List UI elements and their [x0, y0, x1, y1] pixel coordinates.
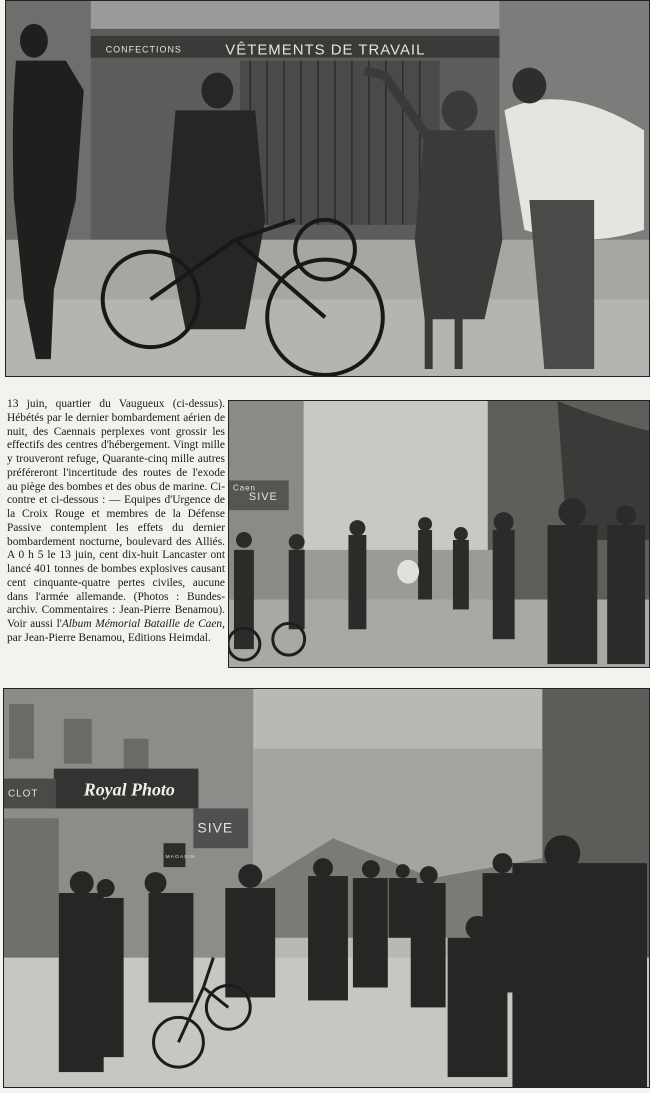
shop-sign-caen: Caen — [232, 483, 256, 493]
shop-sign-confections: CONFECTIONS — [105, 44, 182, 55]
shop-sign-clot: CLOT — [7, 788, 39, 800]
photo-boulevard-allies-1 — [228, 400, 650, 668]
photo-vaugueux-refugees — [5, 0, 650, 377]
photo-boulevard-allies-2 — [3, 688, 650, 1088]
caption-main-text: 13 juin, quartier du Vaugueux (ci-dessus). Hébétés par le dernier bombardement aérien de nuit, des Caennais perplexes vont grossir les effectifs des centres d'hébergement. Vingt mille y trouveront refuge, Quarante-cinq mille autres préféreront l'incertitude des routes de l'exode au piège des bombes et des obus de marine. Ci-contre et ci-dessous : — Equipes d'Urgence de la Croix Rouge et membres de la Défense Passive contemplent les effets du dernier bombardement nocturne, boulevard des Alliés. A 0 h 5 le 13 juin, cent dix-huit Lancaster ont lancé 401 tonnes de bombes explosives causant cent cinquante-quatre pertes civiles, aucune dans l'armée allemande. (Photos : Bundes-archiv. Commentaires : Jean-Pierre Benamou). Voir aussi l' — [7, 398, 225, 630]
caption-author-text: , par Jean-Pierre Benamou, Editions Heimdal. — [7, 618, 225, 644]
shop-sign-royal-photo: Royal Photo — [83, 779, 175, 800]
shop-sign-vetements: VÊTEMENTS DE TRAVAIL — [225, 41, 426, 59]
photo-caption — [7, 398, 225, 646]
shop-sign-sive-bottom: SIVE — [197, 819, 234, 836]
caption-book-title: Album Mémorial Bataille de Caen — [61, 618, 223, 630]
shop-sign-sive: SIVE — [248, 491, 278, 504]
shop-sign-magasin: MAGASIN — [165, 855, 196, 861]
